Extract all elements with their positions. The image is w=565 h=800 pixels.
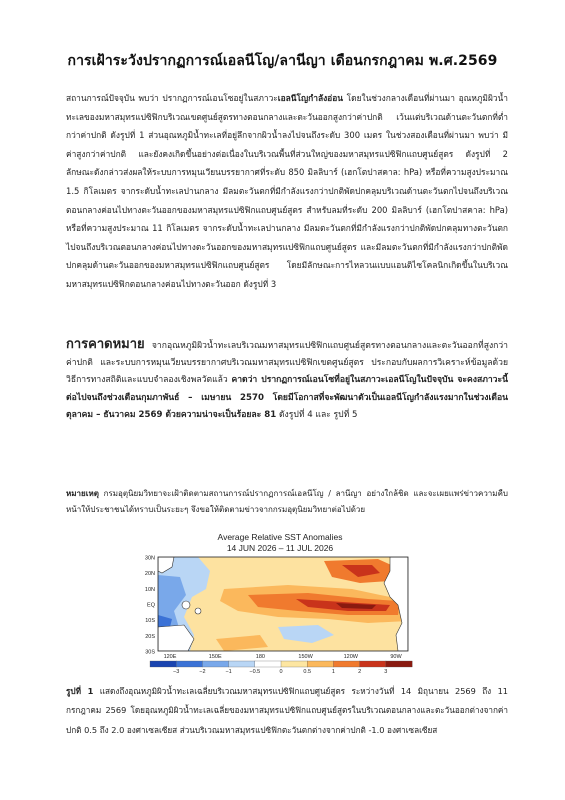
latitude-tick-label: 20N: [144, 571, 155, 578]
latitude-axis: [145, 556, 156, 656]
longitude-tick-label: 150E: [208, 654, 222, 660]
latitude-tick-label: 10S: [145, 618, 155, 625]
caption-label: รูปที่ 1: [66, 686, 94, 696]
colorbar-swatch: [360, 661, 387, 667]
longitude-tick-label: 150W: [298, 654, 313, 660]
document-title: การเฝ้าระวังปรากฏการณ์เอลนีโญ/ลานีญา เดือนกรกฎาคม พ.ศ.2569: [67, 53, 498, 69]
status-paragraph: [66, 89, 508, 294]
note-label: หมายเหตุ: [66, 489, 99, 498]
figure-title: Average Relative SST Anomalies: [217, 532, 343, 542]
latitude-tick-label: EQ: [147, 602, 155, 609]
colorbar-swatch: [333, 661, 360, 667]
forecast-conclusion: คาดว่า ปรากฏการณ์เอนโซที่อยู่ในสภาวะเอลนีโญในปัจจุบัน จะคงสภาวะนี้ต่อไปจนถึงช่วงเดือนกุมภาพันธ์ – เมษายน 2570 โดยมีโอกาสที่จะพัฒนาตัวเป็นเอลนีโญกำลังแรงมากในช่วงเดือนตุลาคม – ธันวาคม 2569 ด้วยความน่าจะเป็นร้อยละ 81: [66, 375, 509, 420]
longitude-tick-label: 90W: [390, 654, 402, 660]
figure-subtitle: 14 JUN 2026 – 11 JUL 2026: [226, 543, 334, 553]
caption-body: แสดงถึงอุณหภูมิผิวน้ำทะเลเฉลี่ยบริเวณมหาสมุทรแปซิฟิกแถบศูนย์สูตร ระหว่างวันที่ 14 มิถุนายน 2569 ถึง 11 กรกฎาคม 2569 โดยอุณหภูมิผิวน้ำทะเลเฉลี่ยของมหาสมุทรแปซิฟิกแถบศูนย์สูตรในบริเวณตอนกลางและตะวันออกต่างจากค่าปกติ 0.5 ถึง 2.0 องศาเซลเซียส ส่วนบริเวณมหาสมุทรแปซิฟิกตะวันตกต่างจากค่าปกติ -1.0 องศาเซลเซียส: [66, 686, 508, 735]
longitude-axis: [164, 654, 403, 660]
colorbar: [150, 661, 412, 675]
colorbar-swatch: [176, 661, 203, 667]
map-field: [158, 557, 408, 651]
note-body: กรมอุตุนิยมวิทยาจะเฝ้าติดตามสถานการณ์ปรากฏการณ์เอลนีโญ / ลานีญา อย่างใกล้ชิด และจะเผยแพร่ข่าวความคืบหน้าให้ประชาชนได้ทราบเป็นระยะๆ จึงขอให้ติดตามข่าวจากกรมอุตุนิยมวิทยาต่อไปด้วย: [66, 489, 508, 514]
colorbar-tick-label: −0.5: [249, 669, 261, 675]
longitude-tick-label: 180: [255, 654, 265, 660]
colorbar-tick-label: −2: [199, 669, 206, 675]
colorbar-swatch: [150, 661, 177, 667]
colorbar-swatch: [386, 661, 413, 667]
latitude-tick-label: 20S: [145, 633, 155, 640]
colorbar-tick-label: 0: [279, 669, 283, 675]
latitude-tick-label: 30N: [144, 555, 155, 562]
colorbar-tick-label: −3: [173, 669, 180, 675]
colorbar-swatch: [202, 661, 229, 667]
forecast-body: จากอุณหภูมิผิวน้ำทะเลบริเวณมหาสมุทรแปซิฟิกแถบศูนย์สูตรทางตอนกลางและตะวันออกที่สูงกว่าค่าปกติ และระบบการหมุนเวียนบรรยากาศบริเวณมหาสมุทรแปซิฟิกเขตศูนย์สูตร ประกอบกับผลการวิเคราะห์ข้อมูลด้วยวิธีการทางสถิติและแบบจำลองเชิงพลวัตแล้ว: [66, 341, 508, 386]
colorbar-swatch: [307, 661, 334, 667]
longitude-tick-label: 120E: [163, 654, 177, 660]
colorbar-tick-label: 1: [331, 669, 335, 675]
colorbar-swatch: [229, 661, 256, 667]
forecast-lead: การคาดหมาย: [66, 337, 145, 352]
longitude-tick-label: 120W: [343, 654, 358, 660]
status-intro: สถานการณ์ปัจจุบัน พบว่า ปรากฏการณ์เอนโซอยู่ในสภาวะ: [66, 93, 278, 103]
note-paragraph: [66, 486, 508, 518]
sst-anomaly-map: [128, 531, 432, 675]
colorbar-tick-label: −1: [225, 669, 232, 675]
colorbar-tick-label: 2: [358, 669, 362, 675]
forecast-tail: ดังรูปที่ 4 และ รูปที่ 5: [276, 409, 358, 420]
colorbar-swatch: [281, 661, 308, 667]
status-highlight: เอลนีโญกำลังอ่อน: [277, 93, 343, 103]
forecast-paragraph: [66, 336, 508, 424]
latitude-tick-label: 30S: [145, 649, 155, 656]
colorbar-swatch: [255, 661, 281, 667]
colorbar-tick-label: 3: [384, 669, 388, 675]
latitude-tick-label: 10N: [144, 586, 155, 593]
status-body: โดยในช่วงกลางเดือนที่ผ่านมา อุณหภูมิผิวน้ำทะเลของมหาสมุทรแปซิฟิกบริเวณเขตศูนย์สูตรทางตอนกลางและตะวันออกสูงกว่าค่าปกติ เว้นแต่บริเวณด้านตะวันตกที่ต่ำกว่าค่าปกติ ดังรูปที่ 1 ส่วนอุณหภูมิน้ำทะเลที่อยู่ลึกจากผิวน้ำลงไปจนถึงระดับ 300 เมตร ในช่วงสองเดือนที่ผ่านมา พบว่า มีค่าสูงกว่าค่าปกติ และยังคงเกิดขึ้นอย่างต่อเนื่องในบริเวณพื้นที่ส่วนใหญ่ของมหาสมุทรแปซิฟิกแถบศูนย์สูตร ดังรูปที่ 2 ลักษณะดังกล่าวส่งผลให้ระบบการหมุนเวียนบรรยากาศที่ระดับ 850 มิลลิบาร์ (เฮกโตปาสคาล: hPa) หรือที่ความสูงประมาณ 1.5 กิโลเมตร จากระดับน้ำทะเลปานกลาง มีลมตะวันตกที่มีกำลังแรงกว่าปกติพัดปกคลุมบริเวณด้านตะวันตกไปจนถึงบริเวณตอนกลางค่อนไปทางตะวันออกของมหาสมุทรแปซิฟิกแถบศูนย์สูตร สำหรับลมที่ระดับ 200 มิลลิบาร์ (เฮกโตปาสคาล: hPa) หรือที่ความสูงประมาณ 11 กิโลเมตร จากระดับน้ำทะเลปานกลาง มีลมตะวันตกที่มีกำลังแรงกว่าปกติพัดปกคลุมทางตะวันตกไปจนถึงบริเวณตอนกลางค่อนไปทางตะวันออกของมหาสมุทรแปซิฟิกแถบศูนย์สูตร และมีลมตะวันตกที่มีกำลังแรงกว่าปกติพัดปกคลุมด้านตะวันออกของมหาสมุทรแปซิฟิกแถบศูนย์สูตร โดยมีลักษณะการไหลวนแบบแอนติไซโคลนิกเกิดขึ้นในบริเวณมหาสมุทรแปซิฟิกตอนกลางค่อนไปทางตะวันออก ดังรูปที่ 3: [66, 93, 508, 289]
colorbar-tick-label: 0.5: [303, 669, 312, 675]
figure-caption: [66, 682, 508, 740]
